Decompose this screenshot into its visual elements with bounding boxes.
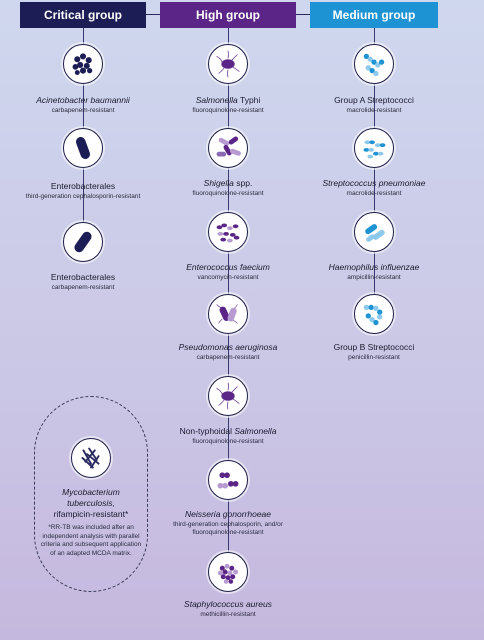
medium-item-1-name: Group A Streptococci: [334, 95, 414, 105]
strep-chain-icon: [354, 294, 394, 334]
clustered-cocci-icon: [63, 44, 103, 84]
header-connector-left: [146, 14, 160, 15]
high-item-3-name: Enterococcus faecium: [186, 262, 270, 272]
rod-bacteria-icon: [63, 128, 103, 168]
critical-group-header: Critical group: [20, 2, 146, 28]
high-item-7-name: Staphylococcus aureus: [184, 599, 272, 609]
high-item-7-sub: methicillin-resistant: [200, 611, 256, 618]
high-item-1-sub: fluoroquinolone-resistant: [192, 107, 264, 114]
medium-item-1-sub: macrolide-resistant: [346, 107, 402, 114]
high-item-1-name: Salmonella Typhi: [195, 95, 261, 105]
high-item-5-sub: fluoroquinolone-resistant: [192, 438, 264, 445]
tb-footnote: *RR-TB was included after an independent analysis with parallel criteria and subsequent application of an adapted MCDA matrix.: [40, 524, 142, 557]
medium-item-2-name: Streptococcus pneumoniae: [322, 178, 426, 188]
critical-item-2-sub: third-generation cephalosporin-resistant: [25, 193, 141, 200]
high-item-2-sub: fluoroquinolone-resistant: [192, 190, 264, 197]
medium-item-3-sub: ampicillin-resistant: [347, 274, 401, 281]
high-item-4-name: Pseudomonas aeruginosa: [178, 342, 278, 352]
flagellated-bacterium-icon: [208, 44, 248, 84]
high-group-header: High group: [160, 2, 296, 28]
header-connector-right: [296, 14, 310, 15]
cocci-chains-icon: [208, 212, 248, 252]
strep-chain-icon: [354, 44, 394, 84]
high-item-4-sub: carbapenem-resistant: [196, 354, 260, 361]
diplococci-icon: [208, 460, 248, 500]
diplococci-light-icon: [354, 128, 394, 168]
short-rods-icon: [354, 212, 394, 252]
critical-item-3-sub: carbapenem-resistant: [51, 284, 115, 291]
flagellated-rods-icon: [208, 294, 248, 334]
high-item-5-name: Non-typhoidal Salmonella: [179, 426, 277, 436]
critical-item-1-sub: carbapenem-resistant: [51, 107, 115, 114]
mycobacterium-rods-icon: [71, 438, 111, 478]
medium-item-2-sub: macrolide-resistant: [346, 190, 402, 197]
mixed-rods-icon: [208, 128, 248, 168]
medium-item-3-name: Haemophilus influenzae: [328, 262, 420, 272]
flagellated-bacterium-icon: [208, 376, 248, 416]
critical-item-3-name: Enterobacterales: [50, 272, 116, 282]
medium-group-header: Medium group: [310, 2, 438, 28]
high-item-2-name: Shigella spp.: [203, 178, 253, 188]
staph-cluster-icon: [208, 552, 248, 592]
critical-item-2-name: Enterobacterales: [50, 181, 116, 191]
critical-item-1-name: Acinetobacter baumannii: [36, 95, 130, 105]
high-item-6-sub: third-generation cephalosporin, and/or fluoroquinolone-resistant: [173, 521, 283, 536]
high-item-3-sub: vancomycin-resistant: [197, 274, 259, 281]
medium-item-4-name: Group B Streptococci: [333, 342, 415, 352]
rod-bacteria-icon: [63, 222, 103, 262]
high-item-6-name: Neisseria gonorrhoeae: [185, 509, 271, 519]
tb-name: Mycobacterium tuberculosis, rifampicin-resistant*: [53, 487, 129, 519]
medium-item-4-sub: penicillin-resistant: [348, 354, 400, 361]
